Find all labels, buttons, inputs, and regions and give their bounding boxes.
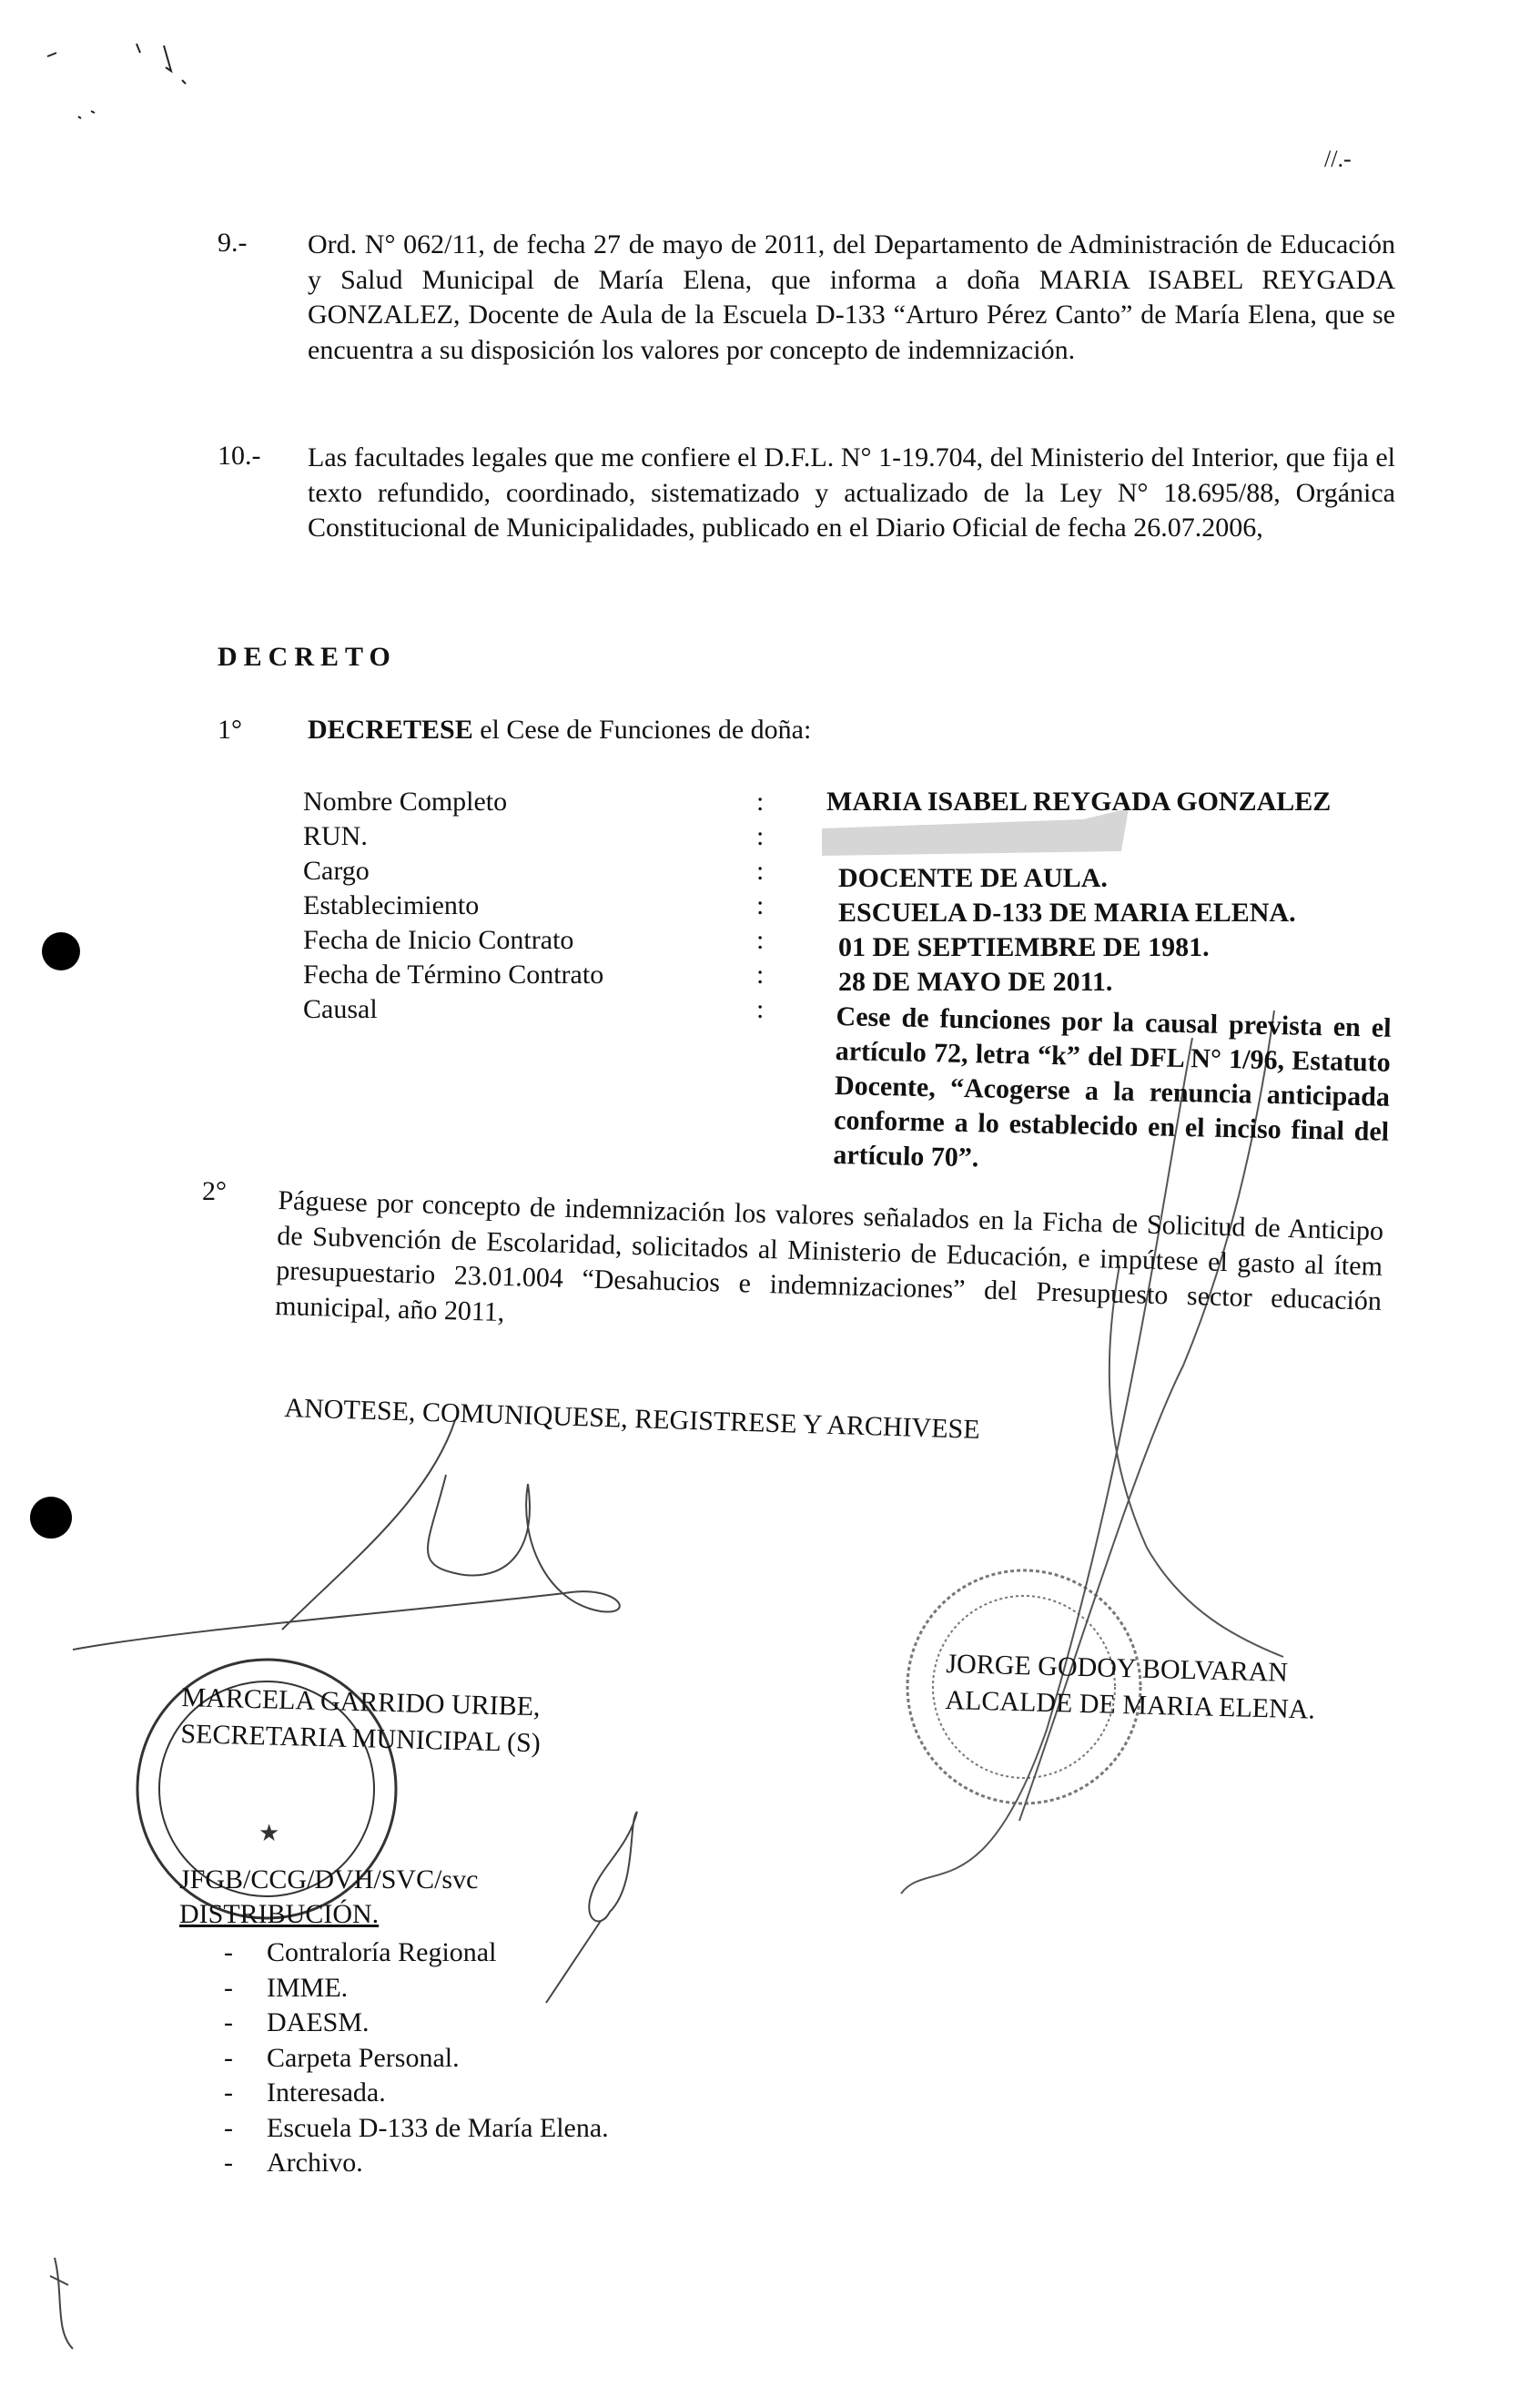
initials: JFGB/CCG/DVH/SVC/svc <box>179 1864 479 1894</box>
article-1-number: 1° <box>218 715 242 745</box>
article-1-intro <box>308 715 811 746</box>
field-value: 28 DE MAYO DE 2011. <box>838 967 1113 997</box>
field-label: Fecha de Término Contrato <box>303 960 604 990</box>
article-2-text: Páguese por concepto de indemnización los valores señalados en la Ficha de Solicitud de Anticipo de Subvención de Escolaridad, solicitados al Ministerio de Educación, e impútese el gasto al ítem presupuestario 23.01.004 “Desahucios e indemnizaciones” del Presupuesto sector educación municipal, año 2011, <box>274 1184 1384 1327</box>
employee-details <box>303 785 1395 1173</box>
field-row: Establecimiento : ESCUELA D-133 DE MARIA ELENA. <box>303 889 1395 923</box>
field-value: DOCENTE DE AULA. <box>838 863 1108 893</box>
field-row: Causal : Cese de funciones por la causal prevista en el artículo 72, letra “k” del DFL N° 1/96, Estatuto Docente, “Acogerse a la renuncia anticipada conforme a lo establecido en el inciso final del artículo 70”. <box>303 992 1395 1027</box>
left-signatory <box>180 1680 542 1762</box>
distribution-heading: DISTRIBUCIÓN. <box>179 1899 380 1929</box>
right-signatory-name: JORGE GODOY BOLVARAN <box>946 1648 1289 1688</box>
field-label: Nombre Completo <box>303 787 508 817</box>
field-value: ESCUELA D-133 DE MARIA ELENA. <box>838 898 1296 928</box>
field-label: Causal <box>303 994 378 1024</box>
distribution-item: - Contraloría Regional <box>267 1935 609 1971</box>
distribution-item: - Archivo. <box>267 2146 609 2181</box>
right-signatory-title: ALCALDE DE MARIA ELENA. <box>945 1684 1316 1725</box>
distribution-item: - Interesada. <box>267 2076 609 2111</box>
right-signatory <box>945 1646 1317 1729</box>
distribution-item: - Carpeta Personal. <box>267 2041 609 2077</box>
field-row: Cargo : DOCENTE DE AULA. <box>303 854 1395 889</box>
distribution-item: - DAESM. <box>267 2006 609 2041</box>
top-left-marks <box>47 44 186 118</box>
considerando-9-text: Ord. N° 062/11, de fecha 27 de mayo de 2011, del Departamento de Administración de Educación y Salud Municipal de María Elena, que informa a doña MARIA ISABEL REYGADA GONZALEZ, Docente de Aula de la Escuela D-133 “Arturo Pérez Canto” de María Elena, que se encuentra a su disposición los valores por concepto de indemnización. <box>308 229 1395 365</box>
star-icon: ★ <box>258 1820 280 1846</box>
article-2-number: 2° <box>202 1176 227 1206</box>
distribution-item: - IMME. <box>267 1971 609 2006</box>
article-1-verb: DECRETESE <box>308 715 473 745</box>
field-label: Fecha de Inicio Contrato <box>303 925 574 955</box>
field-label: Establecimiento <box>303 890 480 920</box>
field-value: 01 DE SEPTIEMBRE DE 1981. <box>838 932 1210 962</box>
closing-formula: ANOTESE, COMUNIQUESE, REGISTRESE Y ARCHIVESE <box>283 1393 981 1445</box>
punch-hole <box>30 1497 72 1539</box>
field-row: Fecha de Término Contrato : 28 DE MAYO DE 2011. <box>303 958 1395 992</box>
left-signatory-title: SECRETARIA MUNICIPAL (S) <box>180 1718 542 1759</box>
field-label: Cargo <box>303 856 370 886</box>
considerando-10-text: Las facultades legales que me confiere el D.F.L. N° 1-19.704, del Ministerio del Interior, que fija el texto refundido, coordinado, sistematizado y actualizado de la Ley N° 18.695/88, Orgánica Constitucional de Municipalidades, publicado en el Diario Oficial de fecha 26.07.2006, <box>308 442 1395 543</box>
field-row: RUN. : <box>303 821 765 851</box>
decreto-heading: DECRETO <box>218 642 397 672</box>
field-row: Nombre Completo : MARIA ISABEL REYGADA GONZALEZ <box>303 785 1395 819</box>
field-value-causal: Cese de funciones por la causal prevista en el artículo 72, letra “k” del DFL N° 1/96, Estatuto Docente, “Acogerse a la renuncia anticipada conforme a lo establecido en el inciso final del artículo 70”. <box>833 1001 1392 1173</box>
article-1-text: el Cese de Funciones de doña: <box>480 715 812 745</box>
punch-hole <box>42 932 80 970</box>
considerando-10-number: 10.- <box>218 441 261 471</box>
left-signatory-name: MARCELA GARRIDO URIBE, <box>181 1681 541 1722</box>
field-label: RUN. <box>303 821 368 851</box>
distribution-list <box>267 1935 609 2181</box>
distribution-item: - Escuela D-133 de María Elena. <box>267 2111 609 2147</box>
page-marker: //.- <box>1324 146 1352 172</box>
field-value: MARIA ISABEL REYGADA GONZALEZ <box>826 787 1332 817</box>
field-row: Fecha de Inicio Contrato : 01 DE SEPTIEMBRE DE 1981. <box>303 923 1395 958</box>
considerando-9-number: 9.- <box>218 228 248 258</box>
margin-handwriting <box>50 2258 73 2349</box>
